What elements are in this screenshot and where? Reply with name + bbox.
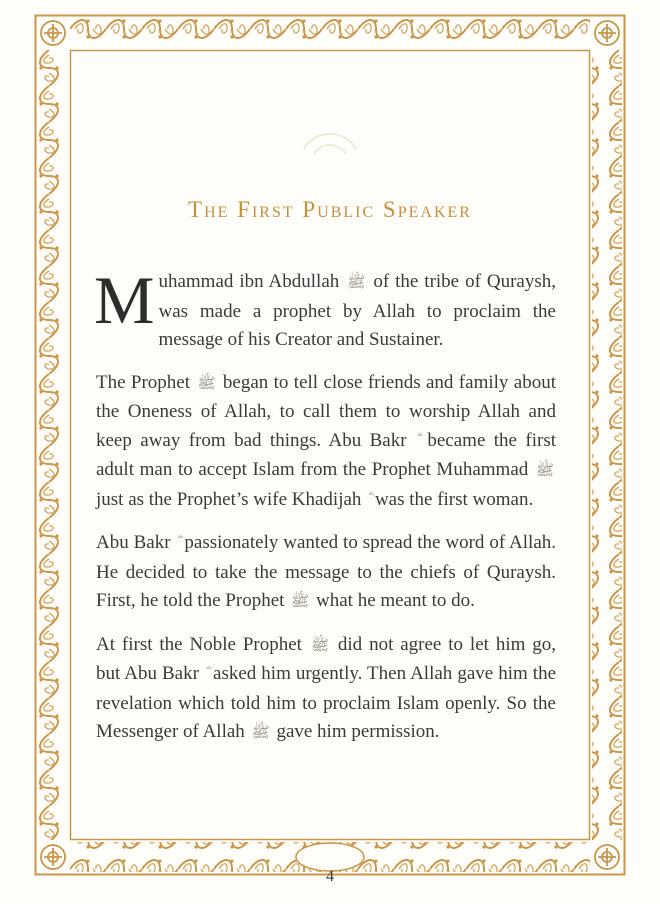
companion-honorific [204,667,208,683]
paragraph-4 [96,631,556,748]
text-run: just as the Prophet’s wife Khadijah [96,488,362,510]
salawat-honorific: ﷺ [535,463,554,479]
text-run: passionately wanted to spread the word of Allah. He decided to take the message to the chiefs of Quraysh. First, he told the Prophet [96,532,556,611]
companion-honorific [415,434,419,450]
text-run: Abu Bakr [96,532,171,553]
text-run: became the first adult man to accept Islam from the Prophet Muhammad [96,429,556,480]
text-run: of the tribe of Quraysh, was made a prophet by Allah to proclaim the message of his Creator and Sustainer. [158,271,556,350]
salawat-honorific: ﷺ [251,725,270,741]
text-run: did not agree to let him go, but Abu Bakr [96,633,557,684]
salawat-honorific: ﷺ [291,594,310,610]
text-run: began to tell close friends and family about the Oneness of Allah, to call them to worship Allah and keep away from bad things. Abu Bakr [96,371,556,451]
text-run: what he meant to do. [316,590,475,611]
drop-cap: M [94,262,155,338]
page-number: 4 [326,868,334,885]
paragraph-1 [94,262,556,355]
page-title: The First Public Speaker [188,197,472,222]
paragraph-3 [96,529,556,617]
paragraph-2 [96,369,556,516]
text-run: was the first woman. [374,488,534,510]
body-text [94,262,557,762]
salawat-honorific: ﷺ [310,637,329,654]
text-run: At first the Noble Prophet [96,633,302,655]
text-run: asked him urgently. Then Allah gave him the revelation which told him to proclaim Islam openly. So the Messenger of Allah [96,663,557,742]
companion-honorific [366,493,370,509]
text-run: The Prophet [96,371,191,393]
salawat-honorific: ﷺ [197,375,216,392]
salawat-honorific: ﷺ [347,275,366,291]
companion-honorific [176,536,180,552]
text-run: gave him permission. [276,721,440,742]
text-run: uhammad ibn Abdullah [158,271,340,292]
